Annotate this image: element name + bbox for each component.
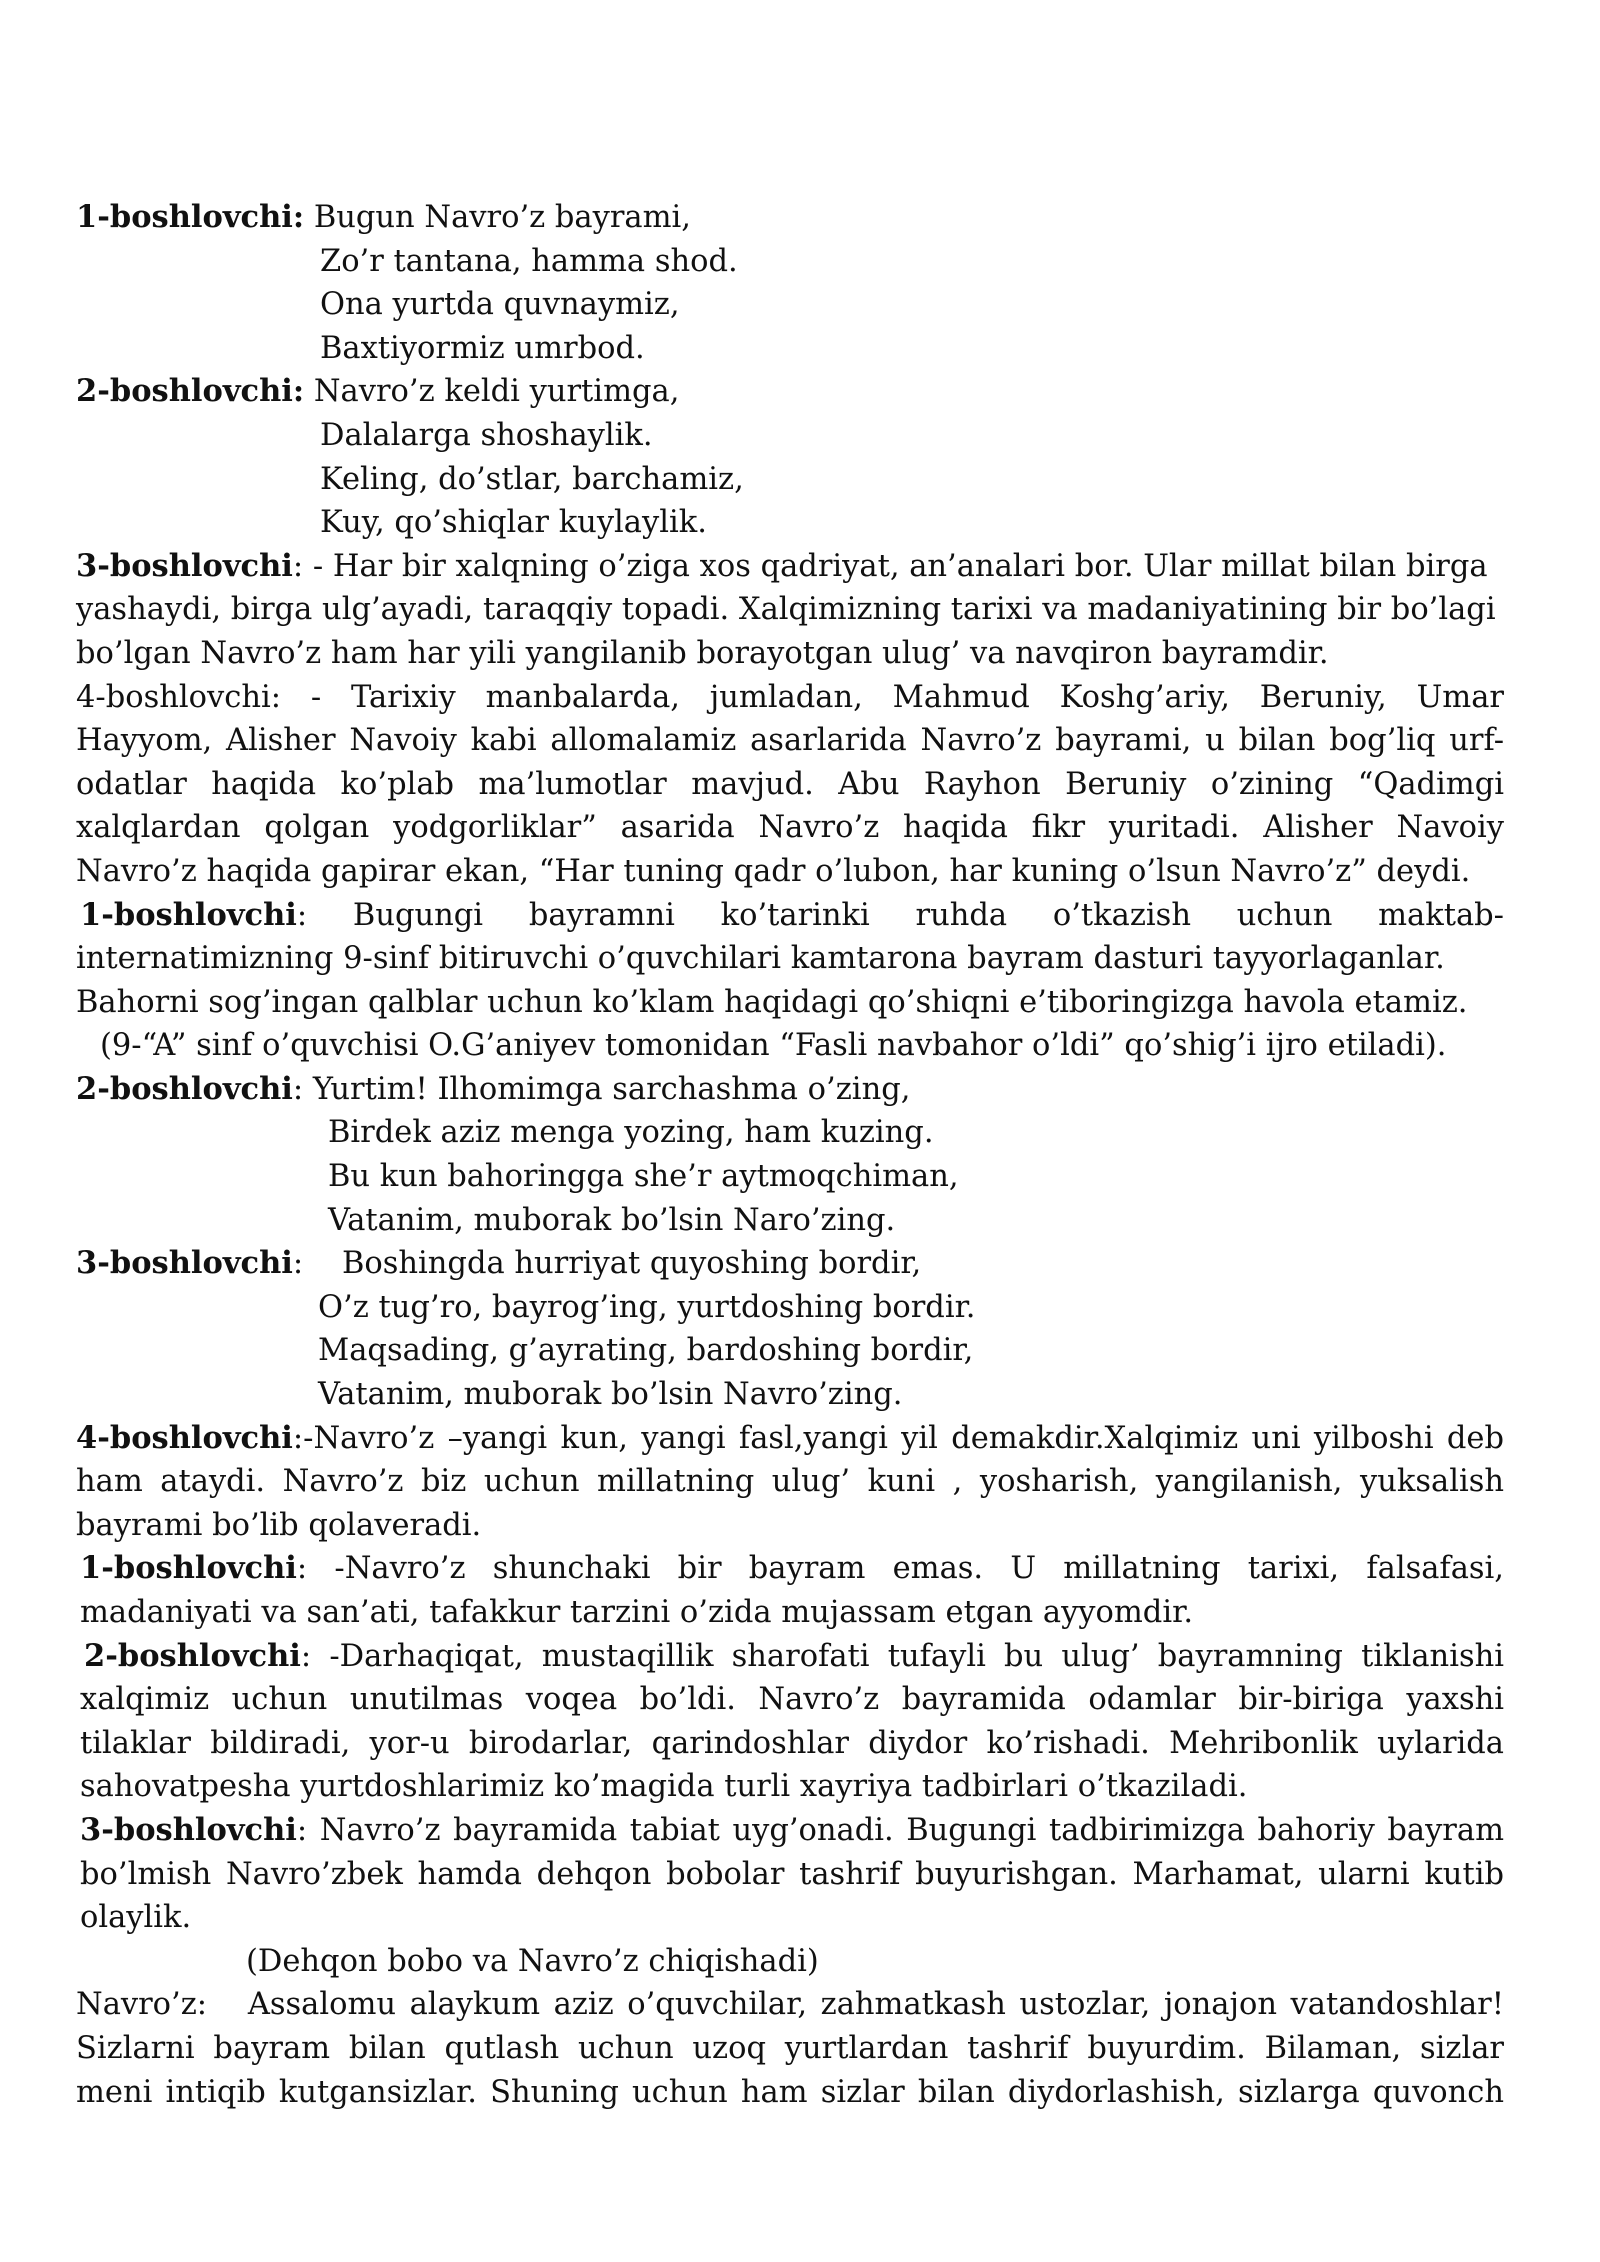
verse-line: Bu kun bahoringga she’r aytmoqchiman,	[328, 1159, 959, 1195]
line-text: : Boshingda hurriyat quyoshing bordir,	[292, 1246, 922, 1282]
paragraph-line: xalqimiz uchun unutilmas voqea bo’ldi. Navro’z bayramida odamlar bir-biriga yaxshi	[80, 1682, 1504, 1718]
verse-line: Maqsading, g’ayrating, bardoshing bordir,	[318, 1333, 974, 1369]
speaker-label: 1-boshlovchi:	[76, 199, 305, 235]
line-text: :-Navro’z –yangi kun, yangi fasl,yangi yil demakdir.Xalqimiz uni yilboshi deb	[292, 1420, 1504, 1456]
speaker-line	[76, 1547, 1504, 1591]
paragraph-line: sahovatpesha yurtdoshlarimiz ko’magida turli xayriya tadbirlari o’tkaziladi.	[80, 1769, 1248, 1805]
speaker-line	[76, 1068, 1504, 1112]
verse-line: Keling, do’stlar, barchamiz,	[320, 461, 744, 497]
paragraph-line: Navro’z haqida gapirar ekan, “Har tuning qadr o’lubon, har kuning o’lsun Navro’z” deydi.	[76, 853, 1471, 889]
paragraph-line: yashaydi, birga ulg’ayadi, taraqqiy topadi. Xalqimizning tarixi va madaniyatining bir bo’lagi	[76, 592, 1496, 628]
speaker-line: Navro’z: Assalomu alaykum aziz o’quvchilar, zahmatkash ustozlar, jonajon vatandoshlar!	[76, 1987, 1504, 2023]
line-text: : - Har bir xalqning o’ziga xos qadriyat, an’analari bor. Ular millat bilan birga	[292, 548, 1488, 584]
paragraph-line: Hayyom, Alisher Navoiy kabi allomalamiz asarlarida Navro’z bayrami, u bilan bog’liq urf-	[76, 723, 1504, 759]
speaker-line	[76, 1635, 1504, 1679]
stage-direction: (9-“A” sinf o’quvchisi O.G’aniyev tomonidan “Fasli navbahor o’ldi” qo’shig’i ijro etiladi).	[100, 1028, 1447, 1064]
paragraph-line: bayrami bo’lib qolaveradi.	[76, 1507, 482, 1543]
line-text: Navro’z keldi yurtimga,	[304, 374, 680, 410]
paragraph-line: madaniyati va san’ati, tafakkur tarzini o’zida mujassam etgan ayyomdir.	[80, 1595, 1194, 1630]
speaker-label: 4-boshlovchi	[76, 1419, 293, 1456]
speaker-label: 1-boshlovchi	[80, 896, 297, 933]
paragraph-line: bo’lgan Navro’z ham har yili yangilanib borayotgan ulug’ va navqiron bayramdir.	[76, 635, 1329, 671]
speaker-line	[76, 1809, 1504, 1853]
verse-line: Baxtiyormiz umrbod.	[320, 330, 645, 366]
verse-line: Ona yurtda quvnaymiz,	[320, 287, 680, 323]
document-body	[76, 196, 1504, 2114]
verse-line: Vatanim, muborak bo’lsin Navro’zing.	[318, 1377, 903, 1413]
paragraph-line: 4-boshlovchi: - Tarixiy manbalarda, jumladan, Mahmud Koshg’ariy, Beruniy, Umar	[76, 679, 1504, 715]
verse-line: Dalalarga shoshaylik.	[320, 417, 653, 453]
paragraph-line: internatimizning 9-sinf bitiruvchi o’quvchilari kamtarona bayram dasturi tayyorlaganlar.	[76, 941, 1445, 977]
speaker-line	[76, 370, 1504, 414]
speaker-label: 3-boshlovchi	[80, 1811, 297, 1848]
paragraph-line: Sizlarni bayram bilan qutlash uchun uzoq yurtlardan tashrif buyurdim. Bilaman, sizlar	[76, 2030, 1504, 2066]
speaker-line	[76, 196, 1504, 240]
line-text: : Yurtim! Ilhomimga sarchashma o’zing,	[292, 1071, 911, 1107]
speaker-label: 1-boshlovchi	[80, 1550, 297, 1587]
paragraph-line: tilaklar bildiradi, yor-u birodarlar, qarindoshlar diydor ko’rishadi. Mehribonlik uylarida	[80, 1725, 1504, 1761]
paragraph-line: ham ataydi. Navro’z biz uchun millatning ulug’ kuni , yosharish, yangilanish, yuksalish	[76, 1464, 1504, 1500]
line-text: Bugun Navro’z bayrami,	[304, 200, 691, 235]
verse-line: O’z tug’ro, bayrog’ing, yurtdoshing bordir.	[318, 1289, 976, 1325]
verse-line: Kuy, qo’shiqlar kuylaylik.	[320, 505, 707, 541]
line-text: : -Darhaqiqat, mustaqillik sharofati tufayli bu ulug’ bayramning tiklanishi	[300, 1638, 1504, 1674]
speaker-label: 3-boshlovchi	[76, 547, 293, 584]
speaker-label: 2-boshlovchi	[84, 1637, 301, 1674]
stage-direction: (Dehqon bobo va Navro’z chiqishadi)	[246, 1943, 819, 1979]
speaker-label: 2-boshlovchi:	[76, 373, 305, 410]
speaker-line	[76, 1417, 1504, 1461]
line-text: : -Navro’z shunchaki bir bayram emas. U millatning tarixi, falsafasi,	[296, 1551, 1504, 1587]
speaker-label: 3-boshlovchi	[76, 1245, 293, 1282]
paragraph-line: meni intiqib kutgansizlar. Shuning uchun ham sizlar bilan diydorlashish, sizlarga quvonch	[76, 2074, 1504, 2110]
speaker-line	[76, 1242, 1504, 1286]
speaker-line	[76, 545, 1504, 589]
verse-line: Vatanim, muborak bo’lsin Naro’zing.	[328, 1202, 896, 1238]
paragraph-line: odatlar haqida ko’plab ma’lumotlar mavjud. Abu Rayhon Beruniy o’zining “Qadimgi	[76, 766, 1504, 802]
paragraph-line: bo’lmish Navro’zbek hamda dehqon bobolar tashrif buyurishgan. Marhamat, ularni kutib	[80, 1856, 1504, 1892]
verse-line: Zo’r tantana, hamma shod.	[320, 243, 738, 279]
line-text: : Navro’z bayramida tabiat uyg’onadi. Bugungi tadbirimizga bahoriy bayram	[296, 1812, 1504, 1848]
speaker-label: 2-boshlovchi	[76, 1070, 293, 1107]
paragraph-line: xalqlardan qolgan yodgorliklar” asarida Navro’z haqida fikr yuritadi. Alisher Navoiy	[76, 810, 1504, 846]
line-text: : Bugungi bayramni ko’tarinki ruhda o’tkazish uchun maktab-	[296, 897, 1504, 933]
paragraph-line: Bahorni sog’ingan qalblar uchun ko’klam haqidagi qo’shiqni e’tiboringizga havola etamiz.	[76, 984, 1468, 1020]
speaker-line	[76, 894, 1504, 938]
paragraph-line: olaylik.	[80, 1900, 192, 1936]
verse-line: Birdek aziz menga yozing, ham kuzing.	[328, 1115, 934, 1151]
